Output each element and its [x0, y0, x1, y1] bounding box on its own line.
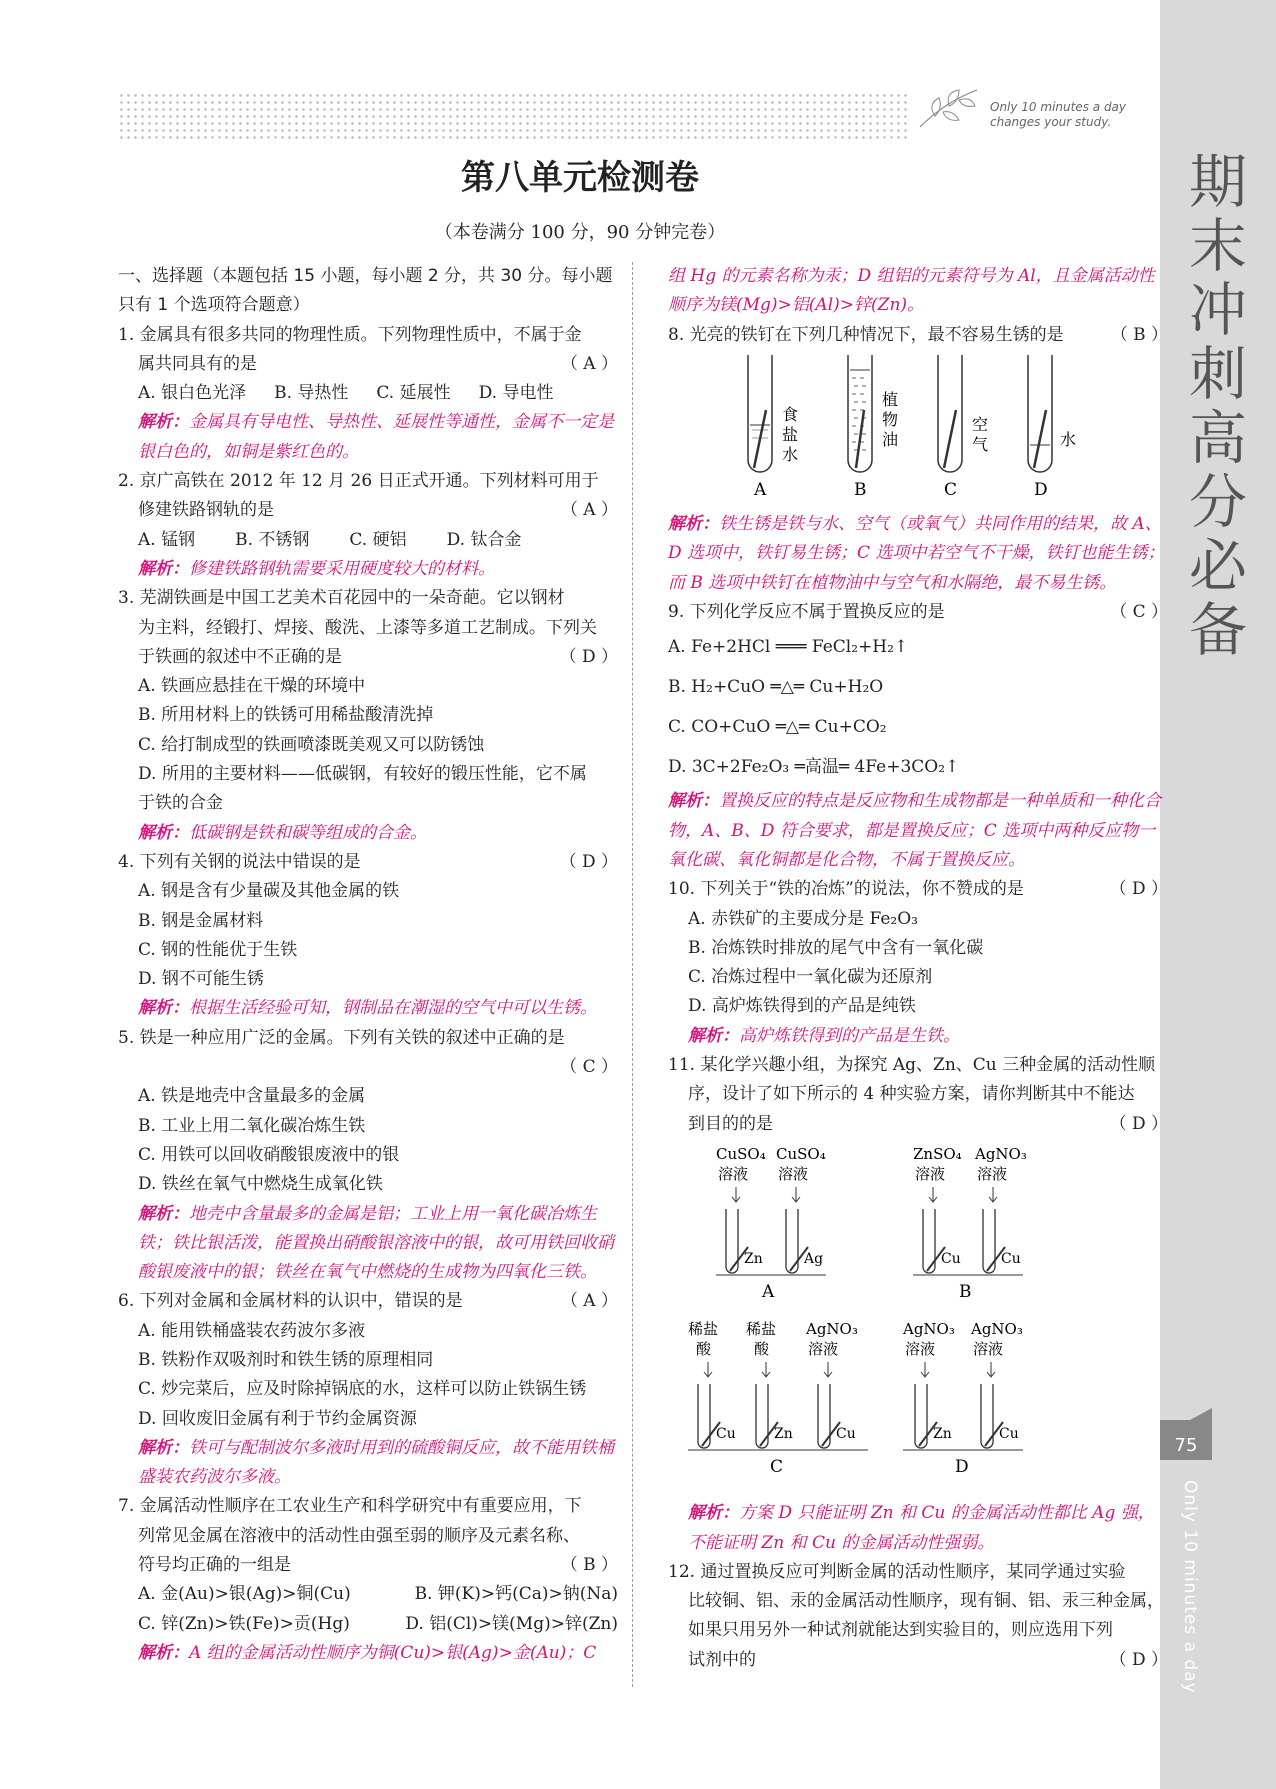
q3-option: A. 铁画应悬挂在干燥的环境中: [138, 676, 366, 697]
q6-option: C. 炒完菜后，应及时除掉锅底的水，这样可以防止铁锅生锈: [138, 1379, 587, 1400]
q5-option: A. 铁是地壳中含量最多的金属: [138, 1086, 366, 1107]
sidebar-char: 备: [1188, 596, 1247, 664]
q5-stem1: 5. 铁是一种应用广泛的金属。下列有关铁的叙述中正确的是: [118, 1027, 565, 1048]
q8-exp-label: 解析：: [668, 514, 719, 535]
set-d: [902, 1320, 1023, 1477]
sidebar-char: 期: [1188, 148, 1247, 216]
q10-option: A. 赤铁矿的主要成分是 Fe₂O₃: [688, 908, 918, 929]
q12-stem2: 比较铜、铝、汞的金属活动性顺序，现有铜、铝、汞三种金属，: [688, 1591, 1164, 1612]
sidebar-char: 冲: [1188, 276, 1247, 344]
q10-option: B. 冶炼铁时排放的尾气中含有一氧化碳: [688, 937, 984, 958]
q7-stem3: 符号均正确的一组是: [138, 1555, 291, 1576]
q9-answer: （ C ）: [1110, 602, 1168, 623]
metal-label: Cu: [1001, 1250, 1021, 1267]
q11-stem1: 11. 某化学兴趣小组，为探究 Ag、Zn、Cu 三种金属的活动性顺: [668, 1055, 1156, 1076]
q2-option: A. 锰钢: [138, 529, 196, 550]
q1-exp-label: 解析：: [138, 412, 189, 433]
q7-answer: （ B ）: [560, 1555, 618, 1576]
q7-option-a: A. 金(Au)>银(Ag)>铜(Cu): [138, 1584, 351, 1605]
q4-exp-text: 根据生活经验可知，钢制品在潮湿的空气中可以生锈。: [189, 998, 597, 1019]
svg-text:植: 植: [882, 389, 899, 409]
reagent-label: 溶液: [905, 1339, 936, 1358]
right-column: [668, 262, 1168, 1675]
reagent-label: AgNO₃: [975, 1144, 1027, 1163]
q4-exp-label: 解析：: [138, 998, 189, 1019]
q2-option: B. 不锈钢: [235, 529, 310, 550]
q12-stem4: 试剂中的: [688, 1649, 756, 1670]
q7-explanation: [118, 1639, 618, 1668]
q6-row: [118, 1287, 618, 1316]
reagent-label: CuSO₄: [776, 1144, 826, 1163]
q6-option: A. 能用铁桶盛装农药波尔多液: [138, 1320, 366, 1341]
q6-stem1: 6. 下列对金属和金属材料的认识中，错误的是: [118, 1291, 463, 1312]
set-label: D: [955, 1456, 969, 1477]
tube-a-label: A: [754, 479, 767, 500]
reagent-label: 酸: [754, 1339, 770, 1358]
q9-stem1: 9. 下列化学反应不属于置换反应的是: [668, 602, 945, 623]
page-title: 第八单元检测卷: [461, 158, 699, 198]
section-heading: 一、选择题（本题包括 15 小题，每小题 2 分，共 30 分。每小题只有 1 个选项符合题意）: [118, 266, 613, 316]
q3-explanation: [118, 819, 618, 848]
q4-option: C. 钢的性能优于生铁: [138, 939, 298, 960]
header-dot-band: [118, 92, 908, 140]
tube-b: [848, 355, 898, 500]
q11-answer: （ D ）: [1109, 1113, 1168, 1134]
reagent-label: 稀盐: [688, 1319, 719, 1338]
q11-explanation: [668, 1499, 1168, 1558]
q3-exp-text: 低碳钢是铁和碳等组成的合金。: [189, 822, 427, 843]
q3-stem1: 3. 芜湖铁画是中国工艺美术百花园中的一朵奇葩。它以钢材: [118, 588, 565, 609]
q10-exp-label: 解析：: [688, 1025, 739, 1046]
q1-option: D. 导电性: [478, 383, 554, 404]
q10-option: C. 冶炼过程中一氧化碳为还原剂: [688, 967, 933, 988]
q1-option: B. 导热性: [274, 383, 349, 404]
metal-label: Cu: [836, 1425, 856, 1442]
page-number: 75: [1160, 1420, 1212, 1460]
q1-exp-text: 金属具有导电性、导热性、延展性等通性，金属不一定是银白色的，如铜是紫红色的。: [138, 412, 614, 462]
reagent-label: 溶液: [718, 1164, 749, 1183]
q6-option: B. 铁粉作双吸剂时和铁生锈的原理相同: [138, 1349, 434, 1370]
q7-options-ab: [118, 1580, 618, 1609]
q7-option-d: D. 铝(Cl)>镁(Mg)>锌(Zn): [405, 1613, 618, 1634]
q3-exp-label: 解析：: [138, 822, 189, 843]
sidebar-title: [1178, 150, 1258, 662]
page-subtitle: （本卷满分 100 分，90 分钟完卷）: [434, 222, 726, 243]
header-brand: [990, 100, 1126, 130]
q7-row: [118, 1551, 618, 1580]
q11-stem2: 序，设计了如下所示的 4 种实验方案，请你判断其中不能达: [688, 1084, 1135, 1105]
q7-exp-text: A 组的金属活动性顺序为铜(Cu)>银(Ag)>金(Au)；C: [189, 1642, 597, 1663]
q7-option-b: B. 钾(K)>钙(Ca)>钠(Na): [414, 1584, 618, 1605]
q1-options: [118, 379, 618, 408]
q7-option-c: C. 锌(Zn)>铁(Fe)>贡(Hg): [138, 1613, 350, 1634]
q2-exp-text: 修建铁路钢轨需要采用硬度较大的材料。: [189, 558, 495, 579]
reagent-label: ZnSO₄: [913, 1144, 962, 1163]
q3-row: [118, 643, 618, 672]
q3-option-cont: 于铁的合金: [138, 793, 223, 814]
q4-option: D. 钢不可能生锈: [138, 969, 264, 990]
q11-figure: [668, 1139, 1168, 1489]
sidebar-char: 分: [1188, 468, 1247, 536]
q5-explanation: [118, 1200, 618, 1288]
q11-row: [668, 1110, 1168, 1139]
q6-exp-label: 解析：: [138, 1437, 189, 1458]
reagent-label: 溶液: [808, 1339, 839, 1358]
tube-c-label: C: [944, 479, 958, 500]
q12-answer: （ D ）: [1109, 1649, 1168, 1670]
q2-exp-label: 解析：: [138, 558, 189, 579]
q1-stem2: 属共同具有的是: [138, 353, 257, 374]
q10-exp-text: 高炉炼铁得到的产品是生铁。: [739, 1025, 960, 1046]
q4-answer: （ D ）: [559, 851, 618, 872]
q8-figure: [668, 350, 1168, 500]
tube-a-liquid: 食: [782, 404, 799, 424]
q5-exp-text: 地壳中含量最多的金属是铝；工业上用一氧化碳冶炼生铁；铁比银活泼，能置换出硝酸银溶液中的银，故可用铁回收硝酸银废液中的银；铁丝在氧气中燃烧的生成物为四氧化三铁。: [138, 1203, 614, 1283]
reagent-label: 溶液: [973, 1339, 1004, 1358]
q12-stem3: 如果只用另外一种试剂就能达到实验目的，则应选用下列: [688, 1620, 1113, 1641]
metal-label: Cu: [716, 1425, 736, 1442]
q5-option: C. 用铁可以回收硝酸银废液中的银: [138, 1144, 400, 1165]
q11-stem3: 到目的的是: [688, 1113, 773, 1134]
q1-row: [118, 350, 618, 379]
sidebar-char: 高: [1188, 404, 1247, 472]
q7-exp-label: 解析：: [138, 1642, 189, 1663]
q8-exp-text: 铁生锈是铁与水、空气（或氧气）共同作用的结果，故 A、D 选项中，铁钉易生锈；C 选项中若空气不干燥，铁钉也能生锈；而 B 选项中铁钉在植物油中与空气和水隔绝，最不易生锈。: [668, 514, 1165, 593]
q12-stem1: 12. 通过置换反应可判断金属的活动性顺序，某同学通过实验: [668, 1561, 1126, 1582]
set-label: C: [770, 1456, 784, 1477]
brand-line2: changes your study.: [990, 115, 1112, 129]
set-c: [688, 1320, 868, 1477]
svg-text:水: 水: [782, 444, 799, 464]
q6-answer: （ A ）: [560, 1291, 618, 1312]
q1-option: A. 银白色光泽: [138, 383, 247, 404]
tube-a: [748, 355, 798, 500]
left-column: [118, 262, 618, 1668]
q2-options: [118, 526, 618, 555]
q6-exp-text: 铁可与配制波尔多液时用到的硫酸铜反应，故不能用铁桶盛装农药波尔多液。: [138, 1437, 614, 1488]
reagent-label: AgNO₃: [971, 1319, 1023, 1338]
svg-text:油: 油: [882, 429, 899, 449]
q11-exp-label: 解析：: [688, 1503, 739, 1524]
q8-stem1: 8. 光亮的铁钉在下列几种情况下，最不容易生锈的是: [668, 324, 1064, 345]
svg-text:物: 物: [882, 409, 899, 429]
q5-option: D. 铁丝在氧气中燃烧生成氧化铁: [138, 1174, 383, 1195]
q2-explanation: [118, 555, 618, 584]
sidebar-char: 必: [1188, 532, 1247, 600]
reagent-label: CuSO₄: [716, 1144, 766, 1163]
sidebar-char: 刺: [1188, 340, 1247, 408]
reagent-label: 溶液: [977, 1164, 1008, 1183]
q7-stem1: 7. 金属活动性顺序在工农业生产和科学研究中有重要应用，下: [118, 1496, 582, 1517]
svg-text:盐: 盐: [782, 424, 799, 444]
q9-option-b: B. H₂+CuO ═△═ Cu+H₂O: [668, 677, 884, 698]
q8-row: [668, 321, 1168, 350]
q7-options-cd: [118, 1610, 618, 1639]
set-b: [913, 1145, 1027, 1302]
tube-c: [938, 355, 988, 500]
svg-text:气: 气: [972, 434, 989, 454]
q11-exp-text: 方案 D 只能证明 Zn 和 Cu 的金属活动性都比 Ag 强，不能证明 Zn 和 Cu 的金属活动性强弱。: [688, 1503, 1155, 1553]
q2-row: [118, 496, 618, 525]
q2-stem2: 修建铁路钢轨的是: [138, 500, 274, 521]
q5-exp-label: 解析：: [138, 1203, 189, 1224]
q4-stem1: 4. 下列有关钢的说法中错误的是: [118, 851, 361, 872]
q5-answer: （ C ）: [560, 1057, 618, 1078]
leaf-icon: [915, 82, 985, 132]
q9-exp-text: 置换反应的特点是反应物和生成物都是一种单质和一种化合物，A、B、D 符合要求，都是置换反应；C 选项中两种反应物一氧化碳、氧化铜都是化合物，不属于置换反应。: [668, 791, 1161, 870]
svg-text:水: 水: [1060, 429, 1077, 449]
q2-answer: （ A ）: [560, 500, 618, 521]
q9-option-a: A. Fe+2HCl ═══ FeCl₂+H₂↑: [668, 637, 909, 658]
q8-explanation: [668, 510, 1168, 598]
q5-row: [118, 1053, 618, 1082]
q4-option: B. 钢是金属材料: [138, 910, 264, 931]
q9-row: [668, 598, 1168, 627]
q7-stem2: 列常见金属在溶液中的活动性由强至弱的顺序及元素名称、: [138, 1525, 580, 1546]
column-divider: [632, 262, 633, 1687]
q2-option: D. 钛合金: [446, 529, 522, 550]
q9-exp-label: 解析：: [668, 791, 719, 812]
sidebar-char: 末: [1188, 212, 1247, 280]
q1-explanation: [118, 408, 618, 467]
sidebar-vertical-text: Only 10 minutes a day: [1180, 1480, 1200, 1694]
q7-explanation-cont: 组 Hg 的元素名称为汞；D 组铝的元素符号为 Al，且金属活动性顺序为镁(Mg)>铝(Al)>锌(Zn)。: [668, 266, 1155, 316]
q10-answer: （ D ）: [1109, 879, 1168, 900]
q6-explanation: [118, 1434, 618, 1493]
metal-label: Zn: [933, 1425, 952, 1442]
reagent-label: AgNO₃: [806, 1319, 858, 1338]
q3-stem3: 于铁画的叙述中不正确的是: [138, 646, 342, 667]
q10-stem1: 10. 下列关于“铁的冶炼”的说法，你不赞成的是: [668, 879, 1024, 900]
tube-d-label: D: [1034, 479, 1048, 500]
q12-row: [668, 1646, 1168, 1675]
q2-stem1: 2. 京广高铁在 2012 年 12 月 26 日正式开通。下列材料可用于: [118, 471, 599, 492]
q4-explanation: [118, 994, 618, 1023]
metal-label: Zn: [744, 1250, 763, 1267]
metal-label: Cu: [999, 1425, 1019, 1442]
tube-b-label: B: [854, 479, 867, 500]
q4-row: [118, 848, 618, 877]
q9-option-c: C. CO+CuO ═△═ Cu+CO₂: [668, 717, 887, 738]
q3-answer: （ D ）: [559, 646, 618, 667]
svg-text:空: 空: [972, 414, 989, 434]
q10-option: D. 高炉炼铁得到的产品是纯铁: [688, 996, 916, 1017]
reagent-label: 溶液: [778, 1164, 809, 1183]
q4-option: A. 钢是含有少量碳及其他金属的铁: [138, 881, 400, 902]
q10-explanation: [668, 1022, 1168, 1051]
metal-label: Ag: [804, 1250, 824, 1267]
metal-label: Cu: [941, 1250, 961, 1267]
set-a: [716, 1145, 826, 1302]
q3-option: D. 所用的主要材料——低碳钢，有较好的锻压性能，它不属: [138, 764, 587, 785]
q1-stem1: 1. 金属具有很多共同的物理性质。下列物理性质中，不属于金: [118, 324, 582, 345]
q1-option: C. 延展性: [376, 383, 451, 404]
q1-answer: （ A ）: [560, 353, 618, 374]
q3-stem2: 为主料，经锻打、焊接、酸洗、上漆等多道工艺制成。下列关: [138, 617, 597, 638]
q8-answer: （ B ）: [1110, 324, 1168, 345]
q3-option: B. 所用材料上的铁锈可用稀盐酸清洗掉: [138, 705, 434, 726]
q3-option: C. 给打制成型的铁画喷漆既美观又可以防锈蚀: [138, 734, 485, 755]
q9-option-d: D. 3C+2Fe₂O₃ ═高温═ 4Fe+3CO₂↑: [668, 757, 960, 778]
q5-option: B. 工业上用二氧化碳冶炼生铁: [138, 1115, 366, 1136]
q10-row: [668, 875, 1168, 904]
tube-d: [1028, 355, 1076, 500]
q9-explanation: [668, 787, 1168, 875]
brand-line1: Only 10 minutes a day: [990, 100, 1127, 114]
reagent-label: 稀盐: [746, 1319, 777, 1338]
q2-option: C. 硬铝: [349, 529, 407, 550]
metal-label: Zn: [774, 1425, 793, 1442]
q6-option: D. 回收废旧金属有利于节约金属资源: [138, 1408, 417, 1429]
reagent-label: 酸: [696, 1339, 712, 1358]
reagent-label: AgNO₃: [903, 1319, 955, 1338]
set-label: B: [959, 1281, 972, 1302]
reagent-label: 溶液: [915, 1164, 946, 1183]
set-label: A: [762, 1281, 775, 1302]
